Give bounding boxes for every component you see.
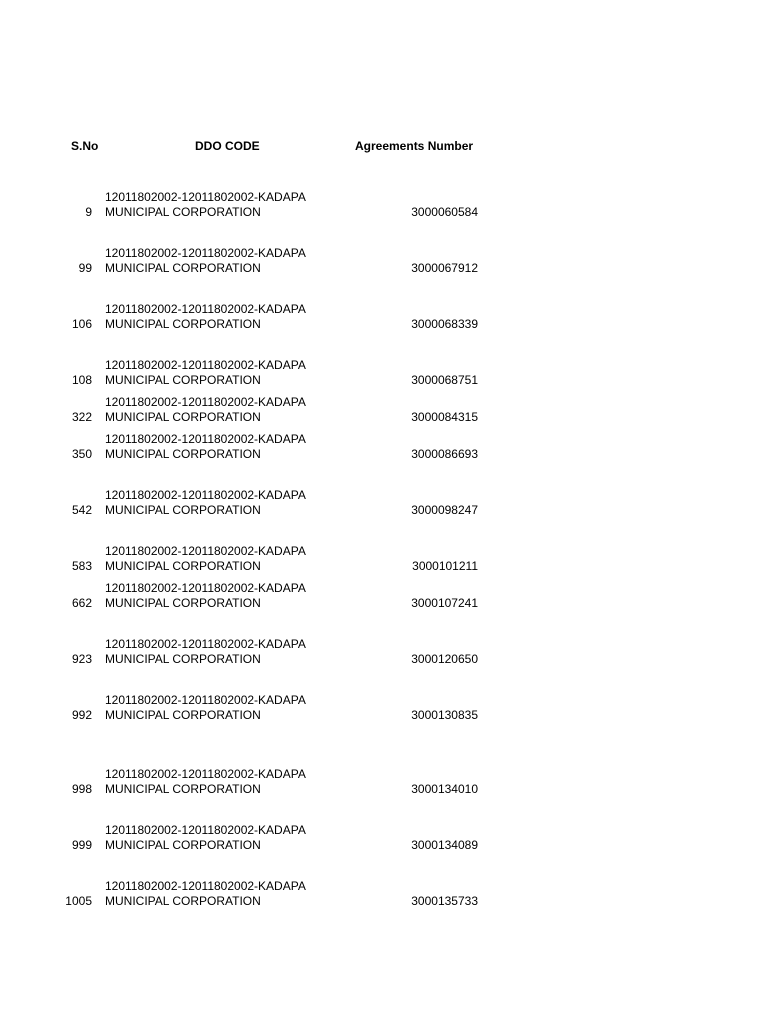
agreement-number-cell: 3000107241 <box>411 595 478 610</box>
ddo-code-line-2: MUNICIPAL CORPORATION <box>105 837 261 852</box>
ddo-code-cell <box>105 432 345 461</box>
header-sno: S.No <box>71 139 99 153</box>
sno-cell: 322 <box>71 409 92 424</box>
table-row <box>0 246 768 276</box>
ddo-code-line-2: MUNICIPAL CORPORATION <box>105 502 261 517</box>
ddo-code-line-2: MUNICIPAL CORPORATION <box>105 260 261 275</box>
agreement-number-cell: 3000060584 <box>411 204 478 219</box>
table-row <box>0 544 768 574</box>
sno-cell: 992 <box>71 707 92 722</box>
sno-cell: 999 <box>71 837 92 852</box>
table-row <box>0 637 768 667</box>
ddo-code-cell <box>105 544 345 573</box>
ddo-code-line-1: 12011802002-12011802002-KADAPA <box>105 879 306 893</box>
table-header <box>0 139 768 155</box>
sno-cell: 583 <box>71 558 92 573</box>
table-row <box>0 190 768 220</box>
ddo-code-line-2: MUNICIPAL CORPORATION <box>105 204 261 219</box>
ddo-code-line-2: MUNICIPAL CORPORATION <box>105 595 261 610</box>
sno-cell: 9 <box>85 204 92 219</box>
ddo-code-line-1: 12011802002-12011802002-KADAPA <box>105 581 306 595</box>
ddo-code-line-2: MUNICIPAL CORPORATION <box>105 781 261 796</box>
ddo-code-line-2: MUNICIPAL CORPORATION <box>105 409 261 424</box>
table-row <box>0 581 768 611</box>
ddo-code-line-1: 12011802002-12011802002-KADAPA <box>105 358 306 372</box>
sno-cell: 998 <box>71 781 92 796</box>
agreement-number-cell: 3000068339 <box>411 316 478 331</box>
table-row <box>0 693 768 723</box>
agreement-number-cell: 3000101211 <box>412 558 478 573</box>
ddo-code-line-1: 12011802002-12011802002-KADAPA <box>105 190 306 204</box>
table-row <box>0 879 768 909</box>
ddo-code-line-1: 12011802002-12011802002-KADAPA <box>105 637 306 651</box>
agreement-number-cell: 3000134010 <box>411 781 478 796</box>
ddo-code-cell <box>105 823 345 852</box>
sno-cell: 923 <box>71 651 92 666</box>
ddo-code-line-2: MUNICIPAL CORPORATION <box>105 316 261 331</box>
ddo-code-cell <box>105 693 345 722</box>
agreement-number-cell: 3000134089 <box>411 837 478 852</box>
table-row <box>0 432 768 462</box>
agreement-number-cell: 3000086693 <box>411 446 478 461</box>
agreement-number-cell: 3000098247 <box>411 502 478 517</box>
sno-cell: 542 <box>71 502 92 517</box>
ddo-code-cell <box>105 395 345 424</box>
ddo-code-line-2: MUNICIPAL CORPORATION <box>105 893 261 908</box>
ddo-code-line-2: MUNICIPAL CORPORATION <box>105 446 261 461</box>
ddo-code-line-2: MUNICIPAL CORPORATION <box>105 707 261 722</box>
table-row <box>0 488 768 518</box>
ddo-code-cell <box>105 302 345 331</box>
ddo-code-line-1: 12011802002-12011802002-KADAPA <box>105 395 306 409</box>
sno-cell: 108 <box>71 372 92 387</box>
ddo-code-line-1: 12011802002-12011802002-KADAPA <box>105 302 306 316</box>
ddo-code-cell <box>105 767 345 796</box>
table-row <box>0 358 768 388</box>
table-row <box>0 823 768 853</box>
ddo-code-cell <box>105 879 345 908</box>
ddo-code-line-1: 12011802002-12011802002-KADAPA <box>105 432 306 446</box>
table-row <box>0 767 768 797</box>
agreement-number-cell: 3000084315 <box>411 409 478 424</box>
header-agreements-number: Agreements Number <box>355 139 474 153</box>
ddo-code-line-1: 12011802002-12011802002-KADAPA <box>105 767 306 781</box>
ddo-code-line-1: 12011802002-12011802002-KADAPA <box>105 246 306 260</box>
ddo-code-cell <box>105 358 345 387</box>
ddo-code-line-1: 12011802002-12011802002-KADAPA <box>105 488 306 502</box>
sno-cell: 1005 <box>65 893 92 908</box>
ddo-code-line-1: 12011802002-12011802002-KADAPA <box>105 823 306 837</box>
ddo-code-line-1: 12011802002-12011802002-KADAPA <box>105 693 306 707</box>
ddo-code-line-2: MUNICIPAL CORPORATION <box>105 558 261 573</box>
ddo-code-cell <box>105 637 345 666</box>
ddo-code-cell <box>105 246 345 275</box>
agreement-number-cell: 3000068751 <box>411 372 478 387</box>
ddo-code-line-2: MUNICIPAL CORPORATION <box>105 372 261 387</box>
ddo-code-cell <box>105 581 345 610</box>
sno-cell: 350 <box>71 446 92 461</box>
table-row <box>0 302 768 332</box>
table-row <box>0 395 768 425</box>
ddo-code-cell <box>105 190 345 219</box>
ddo-code-line-1: 12011802002-12011802002-KADAPA <box>105 544 306 558</box>
header-ddo-code: DDO CODE <box>195 139 260 153</box>
sno-cell: 662 <box>71 595 92 610</box>
ddo-code-cell <box>105 488 345 517</box>
sno-cell: 99 <box>78 260 92 275</box>
agreement-number-cell: 3000120650 <box>411 651 478 666</box>
sno-cell: 106 <box>71 316 92 331</box>
agreement-number-cell: 3000130835 <box>411 707 478 722</box>
agreement-number-cell: 3000067912 <box>411 260 478 275</box>
agreement-number-cell: 3000135733 <box>411 893 478 908</box>
ddo-code-line-2: MUNICIPAL CORPORATION <box>105 651 261 666</box>
